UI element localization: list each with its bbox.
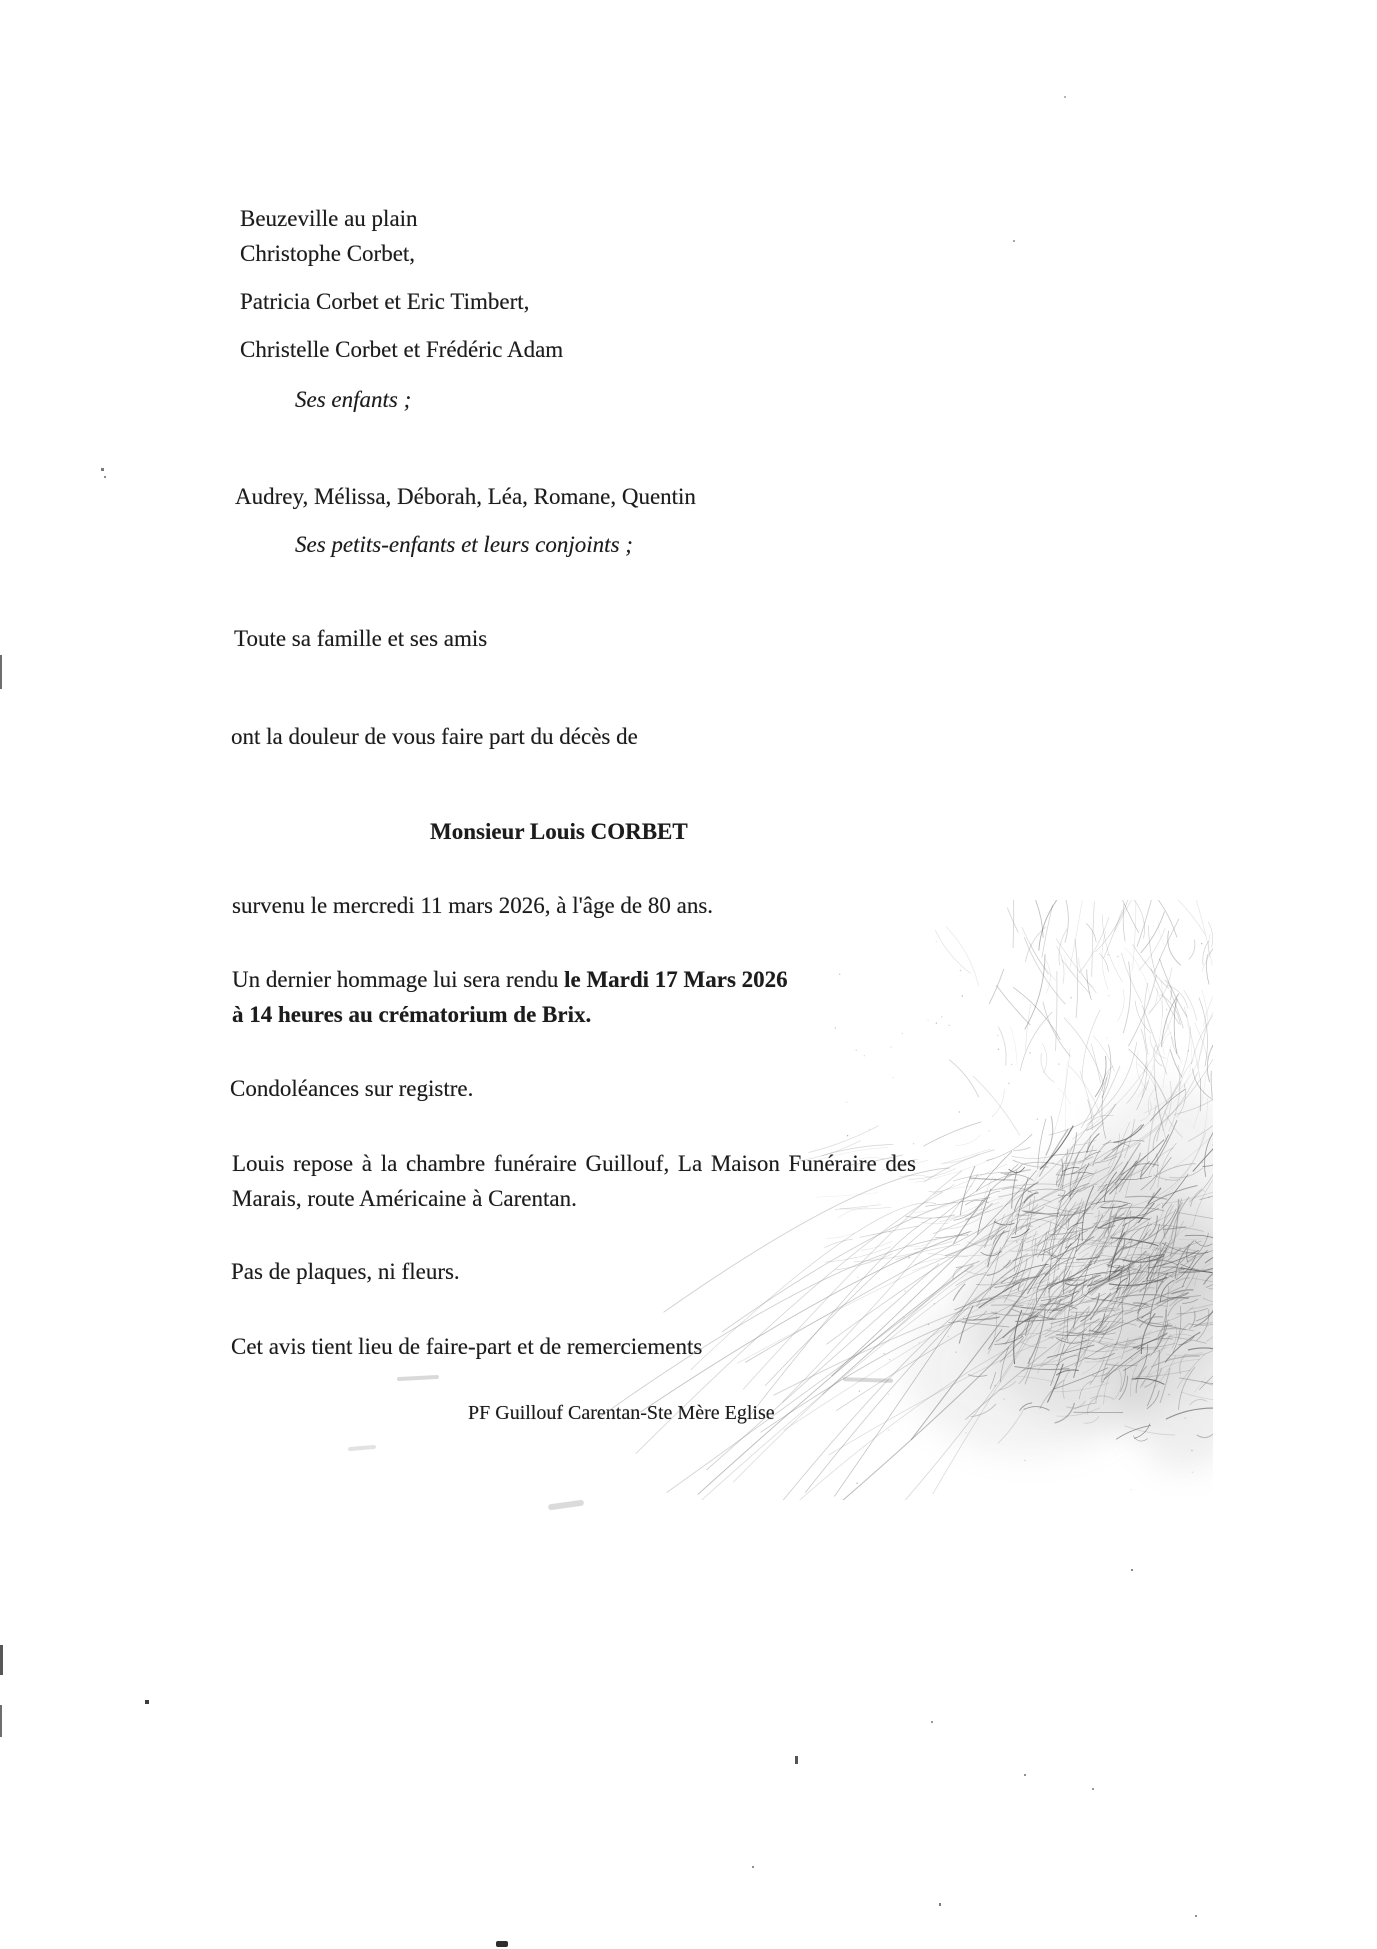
commune-line: Beuzeville au plain (240, 206, 418, 231)
dust-speck (1064, 96, 1066, 98)
artifact-shading (905, 1085, 1213, 1470)
scan-smudge (348, 1445, 376, 1451)
repose-line-2: Marais, route Américaine à Carentan. (232, 1186, 577, 1211)
scan-smudge (843, 1377, 893, 1383)
dust-speck (145, 1700, 149, 1704)
scan-edge-mark (0, 1705, 2, 1737)
death-info-line: survenu le mercredi 11 mars 2026, à l'âge de 80 ans. (232, 893, 714, 918)
scan-smudge (397, 1375, 439, 1381)
scan-edge-mark (0, 655, 2, 689)
dust-speck (104, 476, 106, 478)
announcement-intro: ont la douleur de vous faire part du décès de (231, 724, 638, 749)
scan-smudge (548, 1500, 584, 1511)
children-label: Ses enfants ; (295, 387, 412, 412)
tribute-prefix: Un dernier hommage lui sera rendu (232, 967, 565, 992)
scan-edge-mark (0, 1645, 3, 1675)
dust-speck (939, 1903, 941, 1906)
tribute-date: le Mardi 17 Mars 2026 (564, 967, 788, 992)
dust-speck (101, 468, 104, 471)
tribute-paragraph (232, 962, 788, 1032)
grandchildren-label: Ses petits-enfants et leurs conjoints ; (295, 532, 633, 557)
repose-line-1: Louis repose à la chambre funéraire Guillouf, La Maison Funéraire des (232, 1151, 916, 1176)
family-friends-line: Toute sa famille et ses amis (234, 626, 488, 651)
family-line: Christophe Corbet, (240, 241, 416, 266)
dust-speck (1131, 1569, 1133, 1571)
closing-line: Cet avis tient lieu de faire-part et de remerciements (231, 1334, 703, 1359)
dust-speck (1024, 1774, 1026, 1776)
dust-speck (1013, 240, 1015, 242)
repose-paragraph (232, 1146, 916, 1216)
family-line: Christelle Corbet et Frédéric Adam (240, 337, 564, 362)
condolences-line: Condoléances sur registre. (230, 1076, 474, 1101)
dust-speck (795, 1756, 798, 1764)
scan-edge-mark (496, 1941, 508, 1947)
tribute-place: à 14 heures au crématorium de Brix. (232, 1002, 592, 1027)
deceased-name: Monsieur Louis CORBET (430, 819, 688, 844)
family-line: Patricia Corbet et Eric Timbert, (240, 289, 530, 314)
no-flowers-line: Pas de plaques, ni fleurs. (231, 1259, 460, 1284)
dust-speck (752, 1866, 754, 1868)
grandchildren-line: Audrey, Mélissa, Déborah, Léa, Romane, Quentin (235, 484, 696, 509)
dust-speck (1195, 1915, 1197, 1917)
funeral-home-line: PF Guillouf Carentan-Ste Mère Eglise (468, 1402, 775, 1424)
dust-speck (931, 1721, 933, 1723)
dust-speck (1092, 1788, 1094, 1790)
